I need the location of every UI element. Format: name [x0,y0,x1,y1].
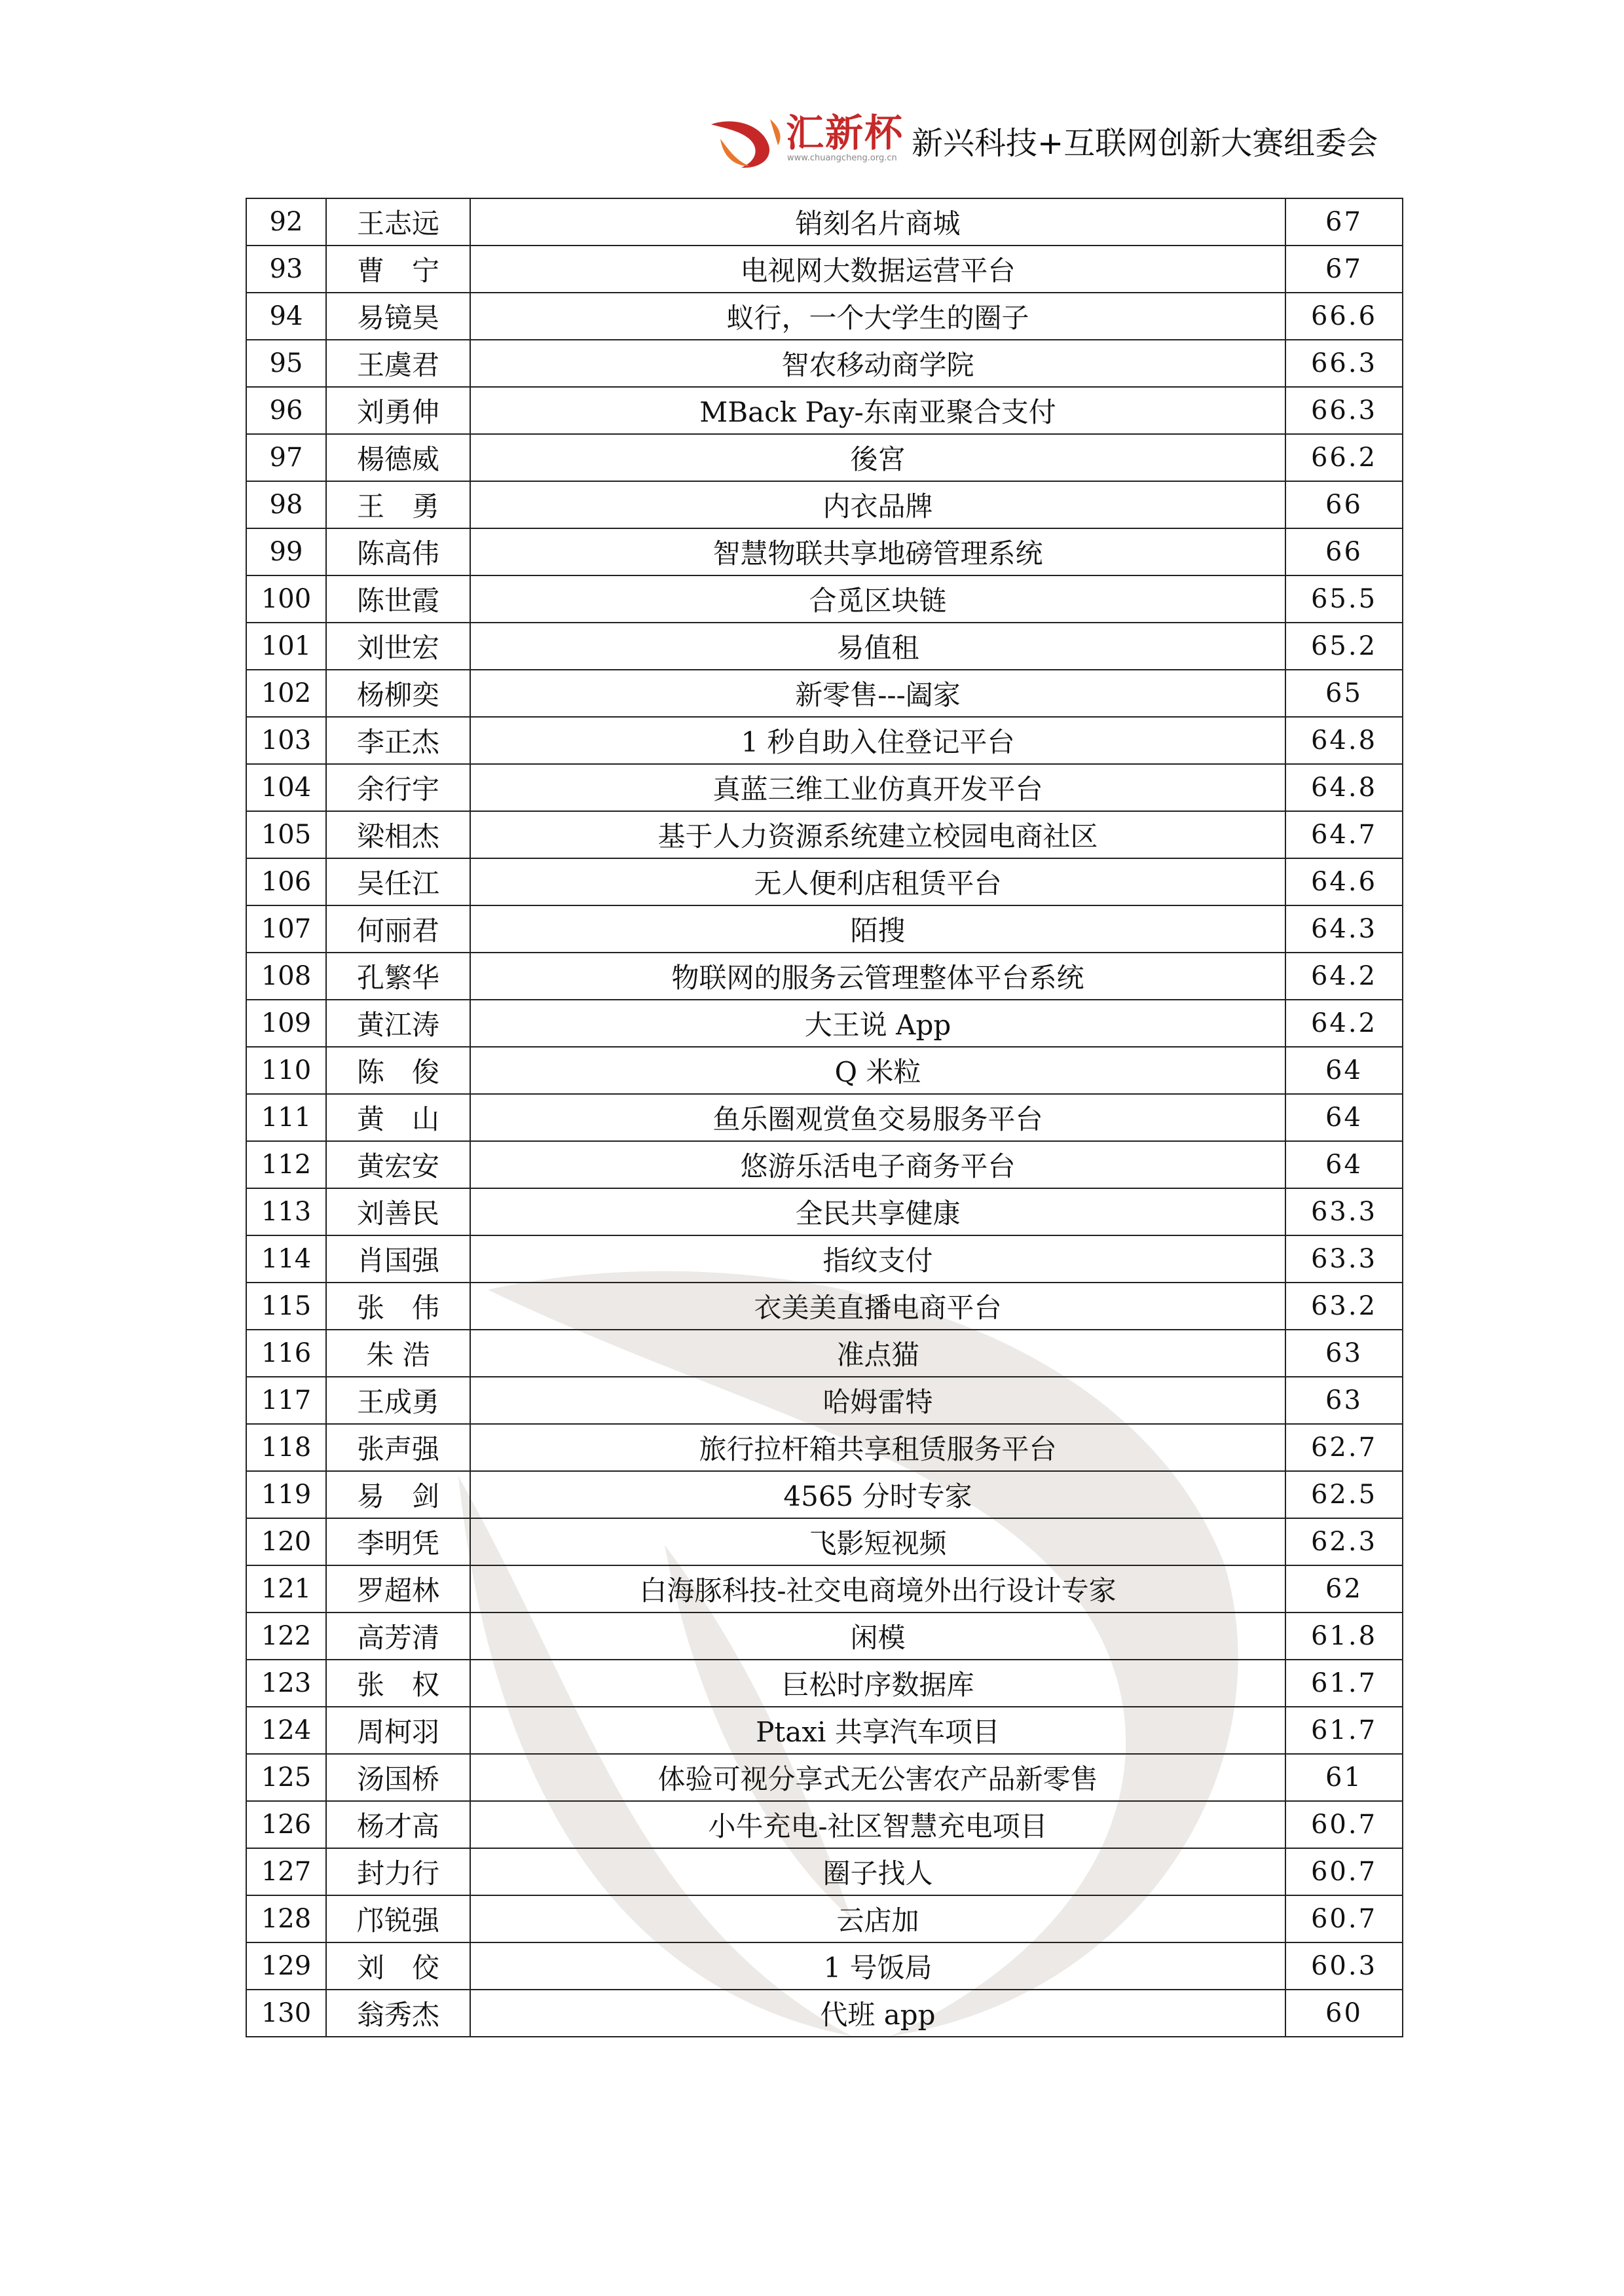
table-row [246,1283,1403,1330]
rank-cell: 109 [246,1000,326,1047]
rank-cell: 100 [246,575,326,623]
table-row [246,811,1403,858]
score-cell: 61.7 [1285,1660,1403,1707]
score-cell: 63 [1285,1377,1403,1424]
table-row [246,764,1403,811]
table-row [246,293,1403,340]
rank-cell: 126 [246,1801,326,1848]
project-cell: Q 米粒 [470,1047,1285,1094]
table-row [246,1330,1403,1377]
project-cell: 白海豚科技-社交电商境外出行设计专家 [470,1565,1285,1613]
table-row [246,905,1403,953]
name-cell: 陈世霞 [326,575,470,623]
rank-cell: 113 [246,1188,326,1235]
score-cell: 60.7 [1285,1848,1403,1895]
table-row [246,1848,1403,1895]
name-cell: 汤国桥 [326,1754,470,1801]
name-cell: 张 权 [326,1660,470,1707]
rank-cell: 107 [246,905,326,953]
rank-cell: 93 [246,246,326,293]
table-row [246,434,1403,481]
table-row [246,575,1403,623]
project-cell: 电视网大数据运营平台 [470,246,1285,293]
name-cell: 高芳清 [326,1613,470,1660]
project-cell: 代班 app [470,1990,1285,2037]
table-row [246,528,1403,575]
name-cell: 梁相杰 [326,811,470,858]
project-cell: 真蓝三维工业仿真开发平台 [470,764,1285,811]
project-cell: 衣美美直播电商平台 [470,1283,1285,1330]
score-cell: 61.7 [1285,1707,1403,1754]
table-row [246,1660,1403,1707]
rank-cell: 129 [246,1942,326,1990]
rank-cell: 101 [246,623,326,670]
table-row [246,1565,1403,1613]
project-cell: 闲模 [470,1613,1285,1660]
rank-cell: 94 [246,293,326,340]
rank-cell: 114 [246,1235,326,1283]
rank-cell: 103 [246,717,326,764]
table-row [246,1377,1403,1424]
table-row [246,1518,1403,1565]
score-cell: 63.3 [1285,1235,1403,1283]
table-row [246,1424,1403,1471]
project-cell: 体验可视分享式无公害农产品新零售 [470,1754,1285,1801]
project-cell: 1 秒自助入住登记平台 [470,717,1285,764]
name-cell: 刘世宏 [326,623,470,670]
score-cell: 67 [1285,246,1403,293]
table-row [246,953,1403,1000]
rank-cell: 98 [246,481,326,528]
name-cell: 陈高伟 [326,528,470,575]
name-cell: 黄宏安 [326,1141,470,1188]
table-row [246,340,1403,387]
table-row [246,1000,1403,1047]
table-row [246,198,1403,246]
name-cell: 易 剑 [326,1471,470,1518]
name-cell: 刘善民 [326,1188,470,1235]
table-row [246,1754,1403,1801]
name-cell: 周柯羽 [326,1707,470,1754]
score-cell: 66.6 [1285,293,1403,340]
score-cell: 62.3 [1285,1518,1403,1565]
name-cell: 何丽君 [326,905,470,953]
score-cell: 60.3 [1285,1942,1403,1990]
score-cell: 63.2 [1285,1283,1403,1330]
brand-name: 汇新杯 [786,111,904,155]
rank-cell: 117 [246,1377,326,1424]
name-cell: 陈 俊 [326,1047,470,1094]
name-cell: 邝锐强 [326,1895,470,1942]
score-cell: 66.3 [1285,340,1403,387]
project-cell: 4565 分时专家 [470,1471,1285,1518]
rank-cell: 115 [246,1283,326,1330]
name-cell: 刘 佼 [326,1942,470,1990]
table-row [246,1047,1403,1094]
name-cell: 王志远 [326,198,470,246]
score-cell: 67 [1285,198,1403,246]
score-cell: 66 [1285,528,1403,575]
score-cell: 64.7 [1285,811,1403,858]
project-cell: 合觅区块链 [470,575,1285,623]
table-row [246,858,1403,905]
rank-cell: 122 [246,1613,326,1660]
name-cell: 王 勇 [326,481,470,528]
rank-cell: 121 [246,1565,326,1613]
flame-logo-icon [707,105,792,170]
name-cell: 王成勇 [326,1377,470,1424]
rank-cell: 119 [246,1471,326,1518]
project-cell: 智农移动商学院 [470,340,1285,387]
score-cell: 63.3 [1285,1188,1403,1235]
project-cell: 无人便利店租赁平台 [470,858,1285,905]
rank-cell: 123 [246,1660,326,1707]
name-cell: 李明凭 [326,1518,470,1565]
score-cell: 66 [1285,481,1403,528]
score-cell: 66.2 [1285,434,1403,481]
rank-cell: 116 [246,1330,326,1377]
score-cell: 61 [1285,1754,1403,1801]
project-cell: 准点猫 [470,1330,1285,1377]
rank-cell: 97 [246,434,326,481]
project-cell: 物联网的服务云管理整体平台系统 [470,953,1285,1000]
name-cell: 吴任江 [326,858,470,905]
project-cell: 销刻名片商城 [470,198,1285,246]
score-cell: 60.7 [1285,1895,1403,1942]
project-cell: 大王说 App [470,1000,1285,1047]
score-cell: 62.5 [1285,1471,1403,1518]
project-cell: 新零售---阖家 [470,670,1285,717]
name-cell: 杨柳奕 [326,670,470,717]
project-cell: 蚁行，一个大学生的圈子 [470,293,1285,340]
organizer-title: 新兴科技+互联网创新大赛组委会 [912,125,1378,162]
score-cell: 60 [1285,1990,1403,2037]
rank-cell: 96 [246,387,326,434]
project-cell: MBack Pay-东南亚聚合支付 [470,387,1285,434]
rank-cell: 106 [246,858,326,905]
name-cell: 翁秀杰 [326,1990,470,2037]
table-row [246,1942,1403,1990]
name-cell: 张声强 [326,1424,470,1471]
project-cell: 指纹支付 [470,1235,1285,1283]
results-table [246,198,1403,2037]
table-row [246,717,1403,764]
score-cell: 64 [1285,1047,1403,1094]
table-row [246,1613,1403,1660]
score-cell: 64 [1285,1141,1403,1188]
project-cell: 全民共享健康 [470,1188,1285,1235]
project-cell: Ptaxi 共享汽车项目 [470,1707,1285,1754]
rank-cell: 120 [246,1518,326,1565]
table-row [246,670,1403,717]
rank-cell: 108 [246,953,326,1000]
project-cell: 易值租 [470,623,1285,670]
name-cell: 朱 浩 [326,1330,470,1377]
name-cell: 张 伟 [326,1283,470,1330]
rank-cell: 125 [246,1754,326,1801]
name-cell: 肖国强 [326,1235,470,1283]
score-cell: 62.7 [1285,1424,1403,1471]
rank-cell: 99 [246,528,326,575]
name-cell: 刘勇伸 [326,387,470,434]
score-cell: 65.5 [1285,575,1403,623]
rank-cell: 130 [246,1990,326,2037]
table-row [246,1094,1403,1141]
rank-cell: 92 [246,198,326,246]
name-cell: 黄江涛 [326,1000,470,1047]
table-row [246,623,1403,670]
score-cell: 64.2 [1285,1000,1403,1047]
score-cell: 62 [1285,1565,1403,1613]
rank-cell: 111 [246,1094,326,1141]
table-row [246,1895,1403,1942]
rank-cell: 124 [246,1707,326,1754]
rank-cell: 128 [246,1895,326,1942]
table-row [246,1141,1403,1188]
project-cell: 小牛充电-社区智慧充电项目 [470,1801,1285,1848]
score-cell: 64.8 [1285,717,1403,764]
rank-cell: 112 [246,1141,326,1188]
project-cell: 圈子找人 [470,1848,1285,1895]
table-row [246,1801,1403,1848]
project-cell: 1 号饭局 [470,1942,1285,1990]
name-cell: 易镜昊 [326,293,470,340]
project-cell: 陌搜 [470,905,1285,953]
name-cell: 李正杰 [326,717,470,764]
rank-cell: 110 [246,1047,326,1094]
results-table-body [246,198,1403,2037]
table-row [246,1188,1403,1235]
table-row [246,1707,1403,1754]
score-cell: 64 [1285,1094,1403,1141]
name-cell: 曹 宁 [326,246,470,293]
name-cell: 楊德威 [326,434,470,481]
project-cell: 後宮 [470,434,1285,481]
rank-cell: 95 [246,340,326,387]
table-row [246,1990,1403,2037]
table-row [246,246,1403,293]
brand-url: www.chuangcheng.org.cn [787,153,897,163]
name-cell: 封力行 [326,1848,470,1895]
project-cell: 旅行拉杆箱共享租赁服务平台 [470,1424,1285,1471]
rank-cell: 104 [246,764,326,811]
score-cell: 64.6 [1285,858,1403,905]
project-cell: 云店加 [470,1895,1285,1942]
project-cell: 基于人力资源系统建立校园电商社区 [470,811,1285,858]
name-cell: 罗超林 [326,1565,470,1613]
score-cell: 65.2 [1285,623,1403,670]
table-row [246,1235,1403,1283]
project-cell: 悠游乐活电子商务平台 [470,1141,1285,1188]
name-cell: 王虞君 [326,340,470,387]
project-cell: 哈姆雷特 [470,1377,1285,1424]
name-cell: 余行宇 [326,764,470,811]
table-row [246,481,1403,528]
score-cell: 64.8 [1285,764,1403,811]
project-cell: 智慧物联共享地磅管理系统 [470,528,1285,575]
project-cell: 巨松时序数据库 [470,1660,1285,1707]
rank-cell: 102 [246,670,326,717]
score-cell: 64.2 [1285,953,1403,1000]
name-cell: 孔繁华 [326,953,470,1000]
project-cell: 鱼乐圈观赏鱼交易服务平台 [470,1094,1285,1141]
score-cell: 65 [1285,670,1403,717]
name-cell: 黄 山 [326,1094,470,1141]
project-cell: 飞影短视频 [470,1518,1285,1565]
score-cell: 66.3 [1285,387,1403,434]
project-cell: 内衣品牌 [470,481,1285,528]
score-cell: 60.7 [1285,1801,1403,1848]
rank-cell: 118 [246,1424,326,1471]
rank-cell: 105 [246,811,326,858]
name-cell: 杨才高 [326,1801,470,1848]
score-cell: 64.3 [1285,905,1403,953]
score-cell: 61.8 [1285,1613,1403,1660]
table-row [246,387,1403,434]
rank-cell: 127 [246,1848,326,1895]
table-row [246,1471,1403,1518]
score-cell: 63 [1285,1330,1403,1377]
page-header [707,98,1401,177]
